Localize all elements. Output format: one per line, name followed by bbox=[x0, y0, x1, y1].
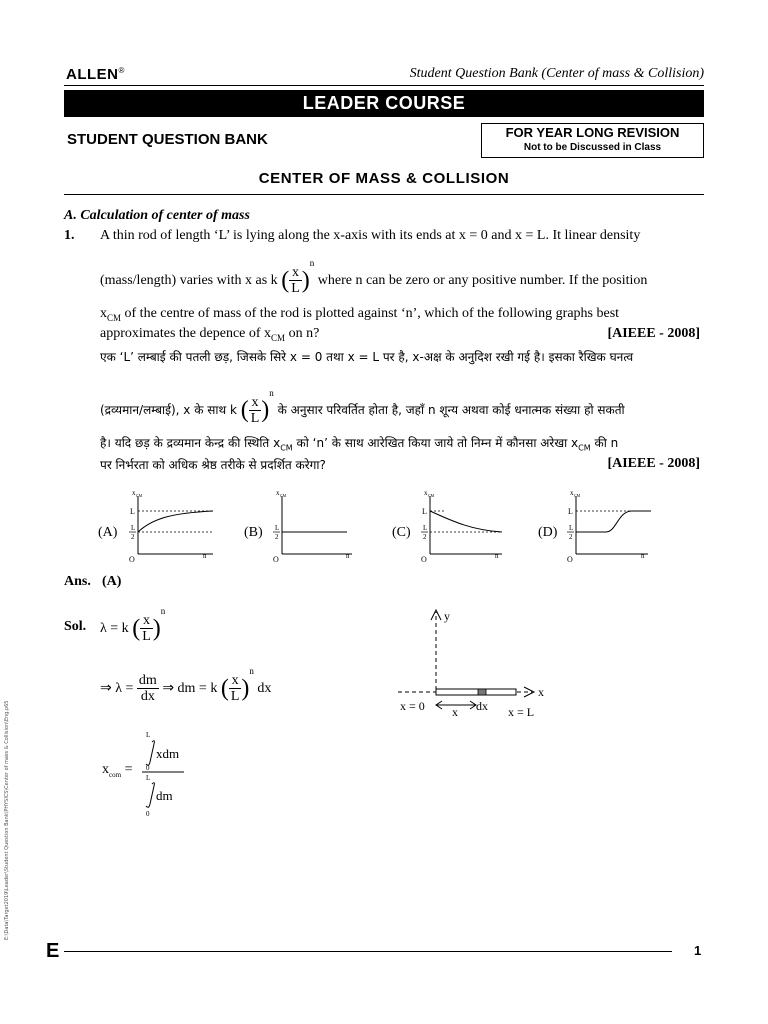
page-number: 1 bbox=[694, 943, 702, 958]
svg-text:L: L bbox=[146, 731, 151, 739]
option-c-graph bbox=[410, 488, 510, 562]
lambda-eq-text: λ = k bbox=[100, 621, 129, 636]
left-paren-hi: ( bbox=[240, 397, 249, 423]
xcm-symbol: x bbox=[100, 306, 107, 321]
exponent-n: n bbox=[309, 258, 315, 268]
hi-line-2-start: (द्रव्यमान/लम्बाई), x के साथ k bbox=[100, 403, 237, 417]
en-line-4-start: approximates the depence of x bbox=[100, 326, 272, 341]
svg-text:n: n bbox=[203, 552, 207, 560]
lambda-exponent: n bbox=[160, 606, 166, 616]
right-paren: ) bbox=[301, 267, 310, 294]
dm-eq-mid: ⇒ dm = k bbox=[162, 681, 218, 696]
allen-logo: ALLEN® bbox=[66, 66, 125, 83]
svg-text:0: 0 bbox=[146, 764, 150, 772]
svg-text:L: L bbox=[275, 524, 280, 532]
svg-text:x: x bbox=[276, 489, 280, 497]
question-hi-line-1: एक ‘L’ लम्बाई की पतली छड़, जिसके सिरे x = 0 तथा x = L पर है, x-अक्ष के अनुदिश रखी गई है। इसका रैखिक घनत्व bbox=[100, 350, 634, 364]
question-en-line-2 bbox=[100, 258, 647, 297]
svg-text:L: L bbox=[568, 507, 573, 516]
svg-text:dx: dx bbox=[476, 699, 488, 713]
bank-title: STUDENT QUESTION BANK bbox=[67, 131, 268, 148]
hi-line-3-mid: को ‘n’ के साथ आरेखित किया जाये तो निम्न में कौनसा अरेखा x bbox=[296, 436, 579, 450]
running-title: Student Question Bank (Center of mass & Collision) bbox=[409, 66, 704, 81]
hi-line-3-end: की n bbox=[594, 436, 619, 450]
footer-rule bbox=[64, 951, 672, 952]
header-rule bbox=[64, 85, 704, 86]
topic-rule bbox=[64, 194, 704, 195]
svg-text:xdm: xdm bbox=[156, 746, 180, 761]
answer-value: (A) bbox=[102, 574, 122, 589]
left-paren: ( bbox=[281, 267, 290, 294]
question-number: 1. bbox=[64, 228, 75, 243]
svg-text:L: L bbox=[569, 524, 574, 532]
revision-line-2: Not to be Discussed in Class bbox=[523, 142, 662, 153]
page-letter: E bbox=[46, 940, 60, 962]
question-hi-line-4: पर निर्भरता को अधिक श्रेष्ठ तरीके से प्रदर्शित करेगा? bbox=[100, 458, 326, 472]
svg-text:CM: CM bbox=[280, 493, 287, 498]
en-line-2-start: (mass/length) varies with x as k bbox=[100, 273, 278, 288]
svg-text:O: O bbox=[567, 555, 573, 562]
side-file-path: E:\Data\Target2019\Leader\Student Question Bank\PHYSICS\Center of mass & Collision\Eng.p65 bbox=[4, 700, 10, 940]
svg-text:x = L: x = L bbox=[508, 705, 535, 719]
svg-text:CM: CM bbox=[136, 493, 143, 498]
fraction-x-over-L-hi: $\frac{x}{L}$ bbox=[250, 394, 260, 426]
revision-box bbox=[481, 123, 704, 158]
svg-text:n: n bbox=[495, 552, 499, 560]
lambda-right-paren: ) bbox=[152, 615, 161, 642]
option-b-graph bbox=[262, 488, 362, 562]
question-en-line-1: A thin rod of length ‘L’ is lying along the x-axis with its ends at x = 0 and x = L. It linear density bbox=[100, 228, 641, 243]
svg-text:n: n bbox=[641, 552, 645, 560]
en-line-2-end: where n can be zero or any positive number. If the position bbox=[317, 273, 648, 288]
xcom-integral-fraction bbox=[140, 728, 200, 820]
hi-line-3-start: है। यदि छड़ के द्रव्यमान केन्द्र की स्थिति x bbox=[100, 436, 281, 450]
dm-eq-end: dx bbox=[257, 681, 272, 696]
dm-exponent: n bbox=[249, 666, 254, 676]
solution-label: Sol. bbox=[64, 619, 87, 634]
dm-x-over-L: $\frac{x}{L}$ bbox=[230, 672, 240, 705]
svg-text:L: L bbox=[423, 524, 428, 532]
dm-dx-fraction: $\frac{dm}{dx}$ bbox=[138, 672, 157, 705]
question-en-line-4 bbox=[100, 326, 319, 343]
dm-left-paren: ( bbox=[220, 675, 229, 702]
lambda-equation bbox=[100, 606, 165, 645]
svg-text:2: 2 bbox=[569, 533, 573, 541]
course-banner: LEADER COURSE bbox=[64, 90, 704, 117]
topic-title: CENTER OF MASS & COLLISION bbox=[258, 170, 510, 187]
svg-text:CM: CM bbox=[428, 493, 435, 498]
svg-text:x: x bbox=[452, 705, 458, 719]
svg-text:y: y bbox=[444, 609, 450, 623]
section-title: A. Calculation of center of mass bbox=[64, 208, 250, 223]
svg-text:x: x bbox=[132, 489, 136, 497]
svg-text:L: L bbox=[130, 507, 135, 516]
svg-text:2: 2 bbox=[423, 533, 427, 541]
svg-text:L: L bbox=[422, 507, 427, 516]
svg-text:O: O bbox=[129, 555, 135, 562]
right-paren-hi: ) bbox=[261, 397, 270, 423]
rod-figure bbox=[392, 604, 562, 724]
dm-right-paren: ) bbox=[241, 675, 250, 702]
exam-tag-hi: [AIEEE - 2008] bbox=[607, 456, 700, 471]
svg-text:O: O bbox=[421, 555, 427, 562]
question-en-line-3 bbox=[100, 306, 619, 323]
xcom-symbol: $x_{com}$ = bbox=[102, 762, 133, 779]
svg-text:x: x bbox=[538, 685, 544, 699]
hi-line-2-end: के अनुसार परिवर्तित होता है, जहाँ n शून्य अथवा कोई धनात्मक संख्या हो सकती bbox=[277, 403, 625, 417]
en-line-3-end: of the centre of mass of the rod is plotted against ‘n’, which of the following graphs best bbox=[124, 306, 620, 321]
fraction-x-over-L bbox=[289, 265, 302, 297]
frac-num: x bbox=[289, 265, 302, 281]
dm-equation bbox=[100, 666, 271, 705]
en-line-4-end: on n? bbox=[288, 326, 320, 341]
svg-text:x: x bbox=[570, 489, 574, 497]
frac-den: L bbox=[291, 281, 300, 297]
svg-text:x: x bbox=[424, 489, 428, 497]
svg-text:x = 0: x = 0 bbox=[400, 699, 425, 713]
dm-eq-start: ⇒ λ = bbox=[100, 681, 134, 696]
option-c-label: (C) bbox=[392, 525, 411, 540]
svg-text:CM: CM bbox=[574, 493, 581, 498]
xcm-sub: CM bbox=[107, 312, 122, 323]
lambda-left-paren: ( bbox=[132, 615, 141, 642]
hi-xcm-sub-2: CM bbox=[578, 443, 591, 453]
svg-text:dm: dm bbox=[156, 788, 173, 803]
svg-text:2: 2 bbox=[275, 533, 279, 541]
svg-text:L: L bbox=[131, 524, 136, 532]
answer-label: Ans. bbox=[64, 574, 91, 589]
svg-text:n: n bbox=[346, 552, 350, 560]
xcm-sub-2: CM bbox=[271, 332, 286, 343]
svg-text:0: 0 bbox=[146, 810, 150, 818]
question-hi-line-2: (द्रव्यमान/लम्बाई), x के साथ k ( $\frac{x}{L}$ )$^n$ के अनुसार परिवर्तित होता है, जहाँ n शून्य अथवा कोई धनात्मक संख्या हो सकती bbox=[100, 388, 625, 426]
exam-tag: [AIEEE - 2008] bbox=[607, 326, 700, 341]
hi-xcm-sub: CM bbox=[280, 443, 293, 453]
option-a-graph bbox=[118, 488, 218, 562]
svg-text:O: O bbox=[273, 555, 279, 562]
revision-line-1: FOR YEAR LONG REVISION bbox=[505, 125, 680, 140]
question-hi-line-3 bbox=[100, 434, 618, 452]
option-d-label: (D) bbox=[538, 525, 558, 540]
lambda-fraction: $\frac{x}{L}$ bbox=[142, 612, 151, 645]
svg-text:2: 2 bbox=[131, 533, 135, 541]
svg-text:L: L bbox=[146, 774, 151, 782]
option-b-label: (B) bbox=[244, 525, 263, 540]
option-a-label: (A) bbox=[98, 525, 118, 540]
option-d-graph bbox=[556, 488, 656, 562]
